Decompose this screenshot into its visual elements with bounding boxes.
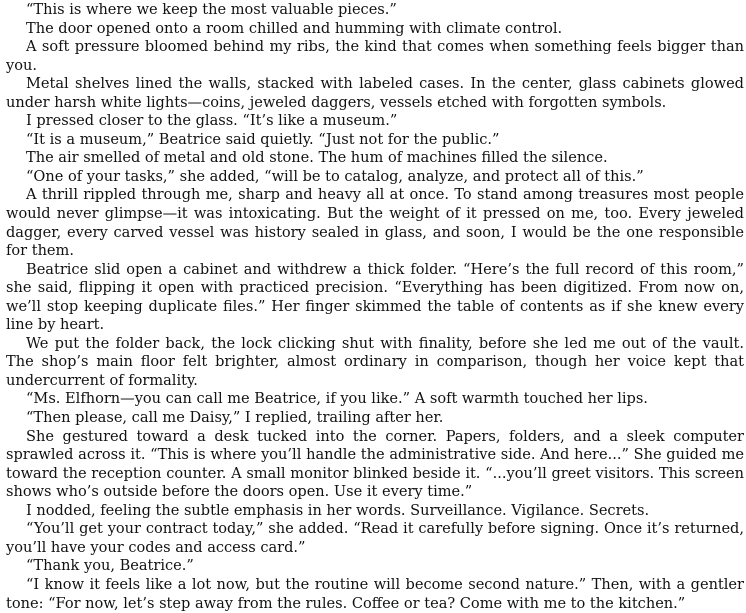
paragraph: “I know it feels like a lot now, but the routine will become second nature.” Then, with a gentler tone: “For now, let’s step away from the rules. Coffee or tea? Come with me to the kitchen.” [6, 575, 744, 612]
paragraph: “This is where we keep the most valuable pieces.” [26, 1, 397, 18]
paragraph: Beatrice slid open a cabinet and withdrew a thick folder. “Here’s the full record of this room,” she said, flipping it open with practiced precision. “Everything has been digitized. From now on, we’ll stop keeping duplicate files.” Her finger skimmed the table of contents as if she knew every line by heart. [6, 260, 744, 334]
paragraph: “Thank you, Beatrice.” [26, 557, 194, 575]
document-page [0, 1, 744, 613]
paragraph: “Then please, call me Daisy,” I replied, trailing after her. [26, 409, 444, 427]
paragraph: “One of your tasks,” she added, “will be to catalog, analyze, and protect all of this.” [26, 167, 644, 185]
paragraph: A thrill rippled through me, sharp and heavy all at once. To stand among treasures most people would never glimpse—it was intoxicating. But the weight of it pressed on me, too. Every jeweled dagger, every carved vessel was history sealed in glass, and soon, I would be the one responsible for them. [6, 186, 744, 260]
paragraph: We put the folder back, the lock clicking shut with finality, before she led me out of the vault. The shop’s main floor felt brighter, almost ordinary in comparison, though her voice kept that undercurrent of formality. [6, 334, 744, 389]
paragraph: She gestured toward a desk tucked into the corner. Papers, folders, and a sleek computer sprawled across it. “This is where you’ll handle the administrative side. And here...” She guided me toward the reception counter. A small monitor blinked beside it. “...you’ll greet visitors. This screen shows who’s outside before the doors open. Use it every time.” [6, 427, 744, 501]
paragraph: The door opened onto a room chilled and humming with climate control. [26, 19, 563, 37]
paragraph: I nodded, feeling the subtle emphasis in her words. Surveillance. Vigilance. Secrets. [26, 501, 650, 519]
paragraph: “It is a museum,” Beatrice said quietly. “Just not for the public.” [26, 130, 500, 148]
paragraph: I pressed closer to the glass. “It’s like a museum.” [26, 112, 398, 130]
paragraph: “Ms. Elfhorn—you can call me Beatrice, if you like.” A soft warmth touched her lips. [26, 390, 648, 408]
paragraph: The air smelled of metal and old stone. The hum of machines filled the silence. [26, 149, 608, 167]
paragraph: Metal shelves lined the walls, stacked with labeled cases. In the center, glass cabinets glowed under harsh white lights—coins, jeweled daggers, vessels etched with forgotten symbols. [6, 75, 744, 111]
paragraph: A soft pressure bloomed behind my ribs, the kind that comes when something feels bigger than you. [6, 38, 744, 74]
paragraph: “You’ll get your contract today,” she added. “Read it carefully before signing. Once it’s returned, you’ll have your codes and access card.” [6, 520, 744, 556]
